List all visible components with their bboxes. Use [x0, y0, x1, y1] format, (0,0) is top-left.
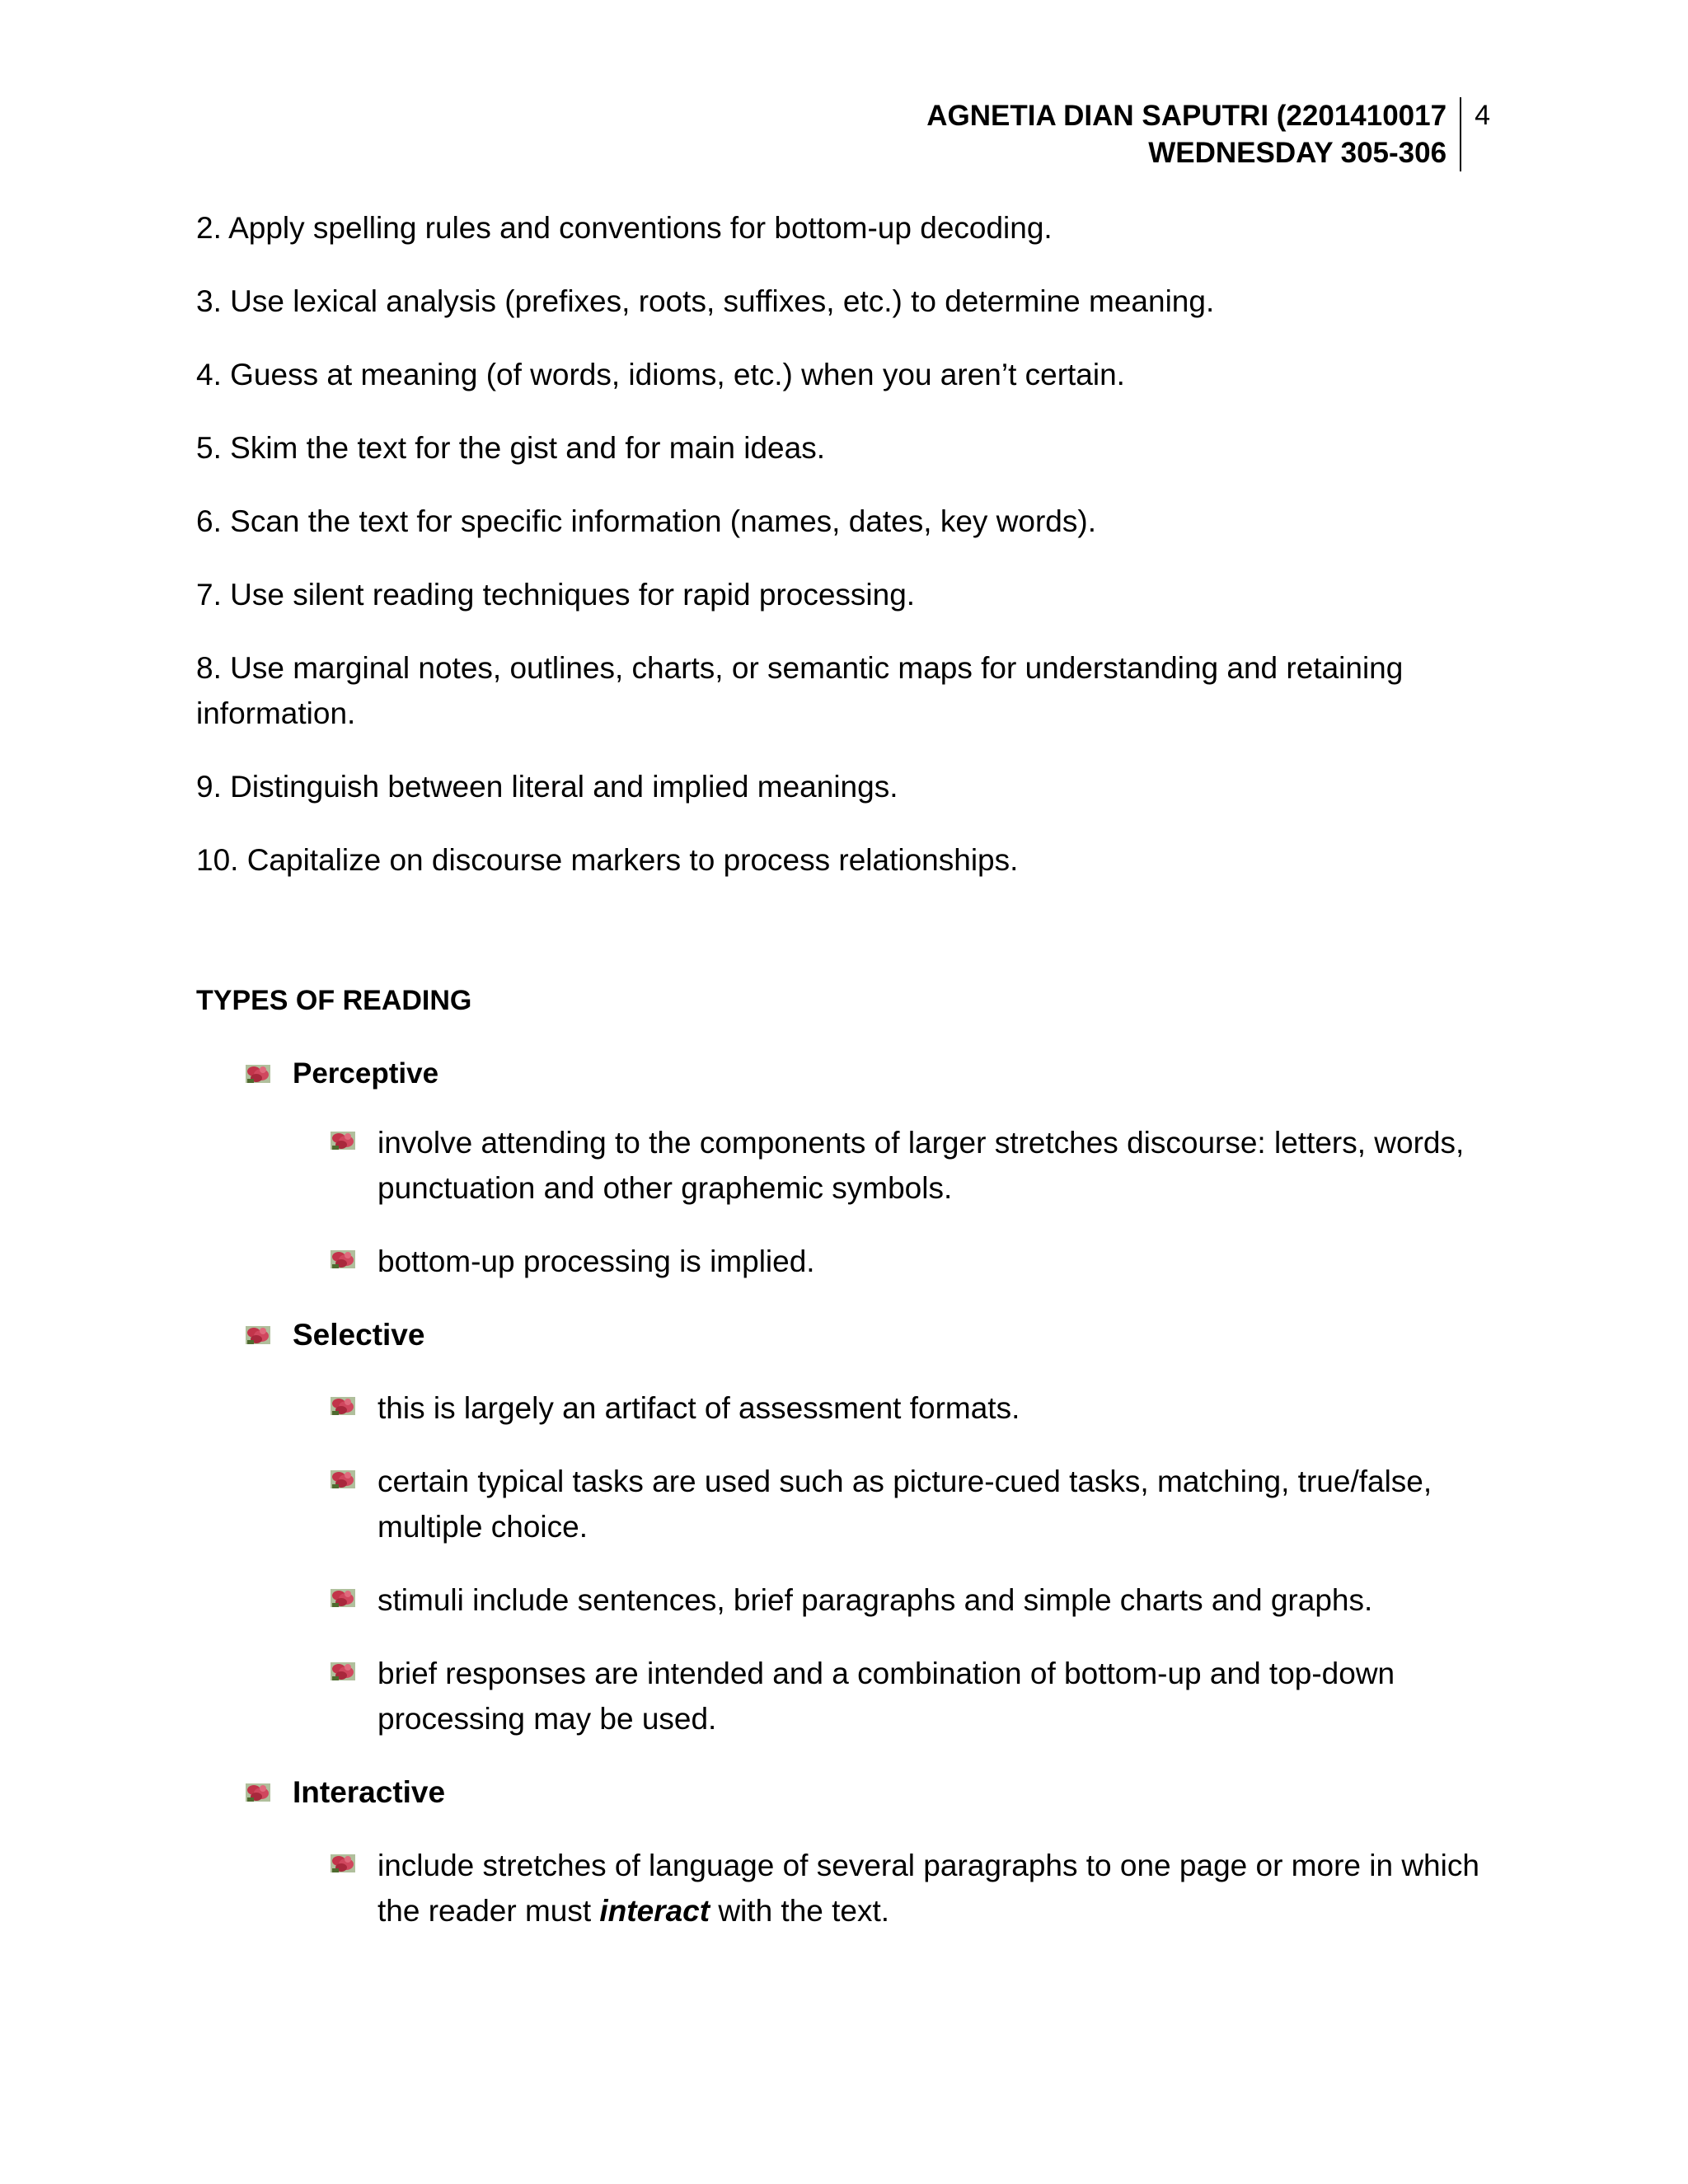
bullet-text: involve attending to the components of larger stretches discourse: letters, words, punctuation and other graphemic symbols. [377, 1126, 1465, 1205]
flower-bullet-icon [330, 1587, 356, 1609]
flower-bullet-icon [330, 1661, 356, 1682]
list-item: 5. Skim the text for the gist and for main ideas. [196, 431, 825, 465]
type-heading-selective [245, 1315, 424, 1356]
type-label: Interactive [293, 1775, 446, 1809]
header-author-block [926, 97, 1461, 171]
list-item [330, 1120, 1500, 1211]
list-item: 7. Use silent reading techniques for rapid processing. [196, 578, 916, 612]
list-item [330, 1239, 1500, 1284]
flower-bullet-icon [245, 1324, 271, 1346]
list-item: 6. Scan the text for specific information (names, dates, key words). [196, 504, 1096, 538]
bullet-text: brief responses are intended and a combination of bottom-up and top-down processing may be used. [377, 1657, 1395, 1736]
bullet-text-end: with the text. [710, 1894, 890, 1928]
page-header [926, 97, 1490, 171]
type-heading-interactive [245, 1772, 445, 1813]
section-title: TYPES OF READING [196, 985, 472, 1016]
list-item: 8. Use marginal notes, outlines, charts, or semantic maps for understanding and retaining information. [196, 651, 1404, 730]
flower-bullet-icon [330, 1395, 356, 1417]
list-item [330, 1385, 1500, 1431]
flower-bullet-icon [330, 1130, 356, 1151]
list-item [330, 1843, 1500, 1933]
bullet-text: stimuli include sentences, brief paragraphs and simple charts and graphs. [377, 1583, 1373, 1617]
bullet-text [377, 1843, 1500, 1933]
flower-bullet-icon [330, 1469, 356, 1490]
list-item: 10. Capitalize on discourse markers to process relationships. [196, 843, 1019, 877]
type-heading-perceptive [245, 1053, 438, 1094]
list-item: 9. Distinguish between literal and implied meanings. [196, 770, 898, 804]
strategy-list [196, 205, 1482, 911]
flower-bullet-icon [245, 1782, 271, 1803]
bullet-text: certain typical tasks are used such as picture-cued tasks, matching, true/false, multiple choice. [377, 1465, 1432, 1544]
list-item: 2. Apply spelling rules and conventions for bottom-up decoding. [196, 211, 1053, 245]
list-item: 4. Guess at meaning (of words, idioms, etc.) when you aren’t certain. [196, 358, 1125, 391]
flower-bullet-icon [330, 1853, 356, 1874]
bullet-text-start: include stretches of language of several paragraphs to one page or more in which the reader must [377, 1849, 1479, 1928]
list-item [330, 1651, 1500, 1741]
bullet-text: this is largely an artifact of assessment formats. [377, 1391, 1020, 1425]
list-item [330, 1577, 1500, 1623]
flower-bullet-icon [330, 1249, 356, 1270]
bullet-text: bottom-up processing is implied. [377, 1244, 815, 1278]
type-label: Perceptive [293, 1057, 439, 1090]
header-class: WEDNESDAY 305-306 [1148, 137, 1447, 169]
page-number: 4 [1475, 100, 1490, 131]
list-item [330, 1459, 1500, 1549]
type-label: Selective [293, 1318, 425, 1352]
header-author: AGNETIA DIAN SAPUTRI (2201410017 [926, 100, 1447, 132]
flower-bullet-icon [245, 1063, 271, 1085]
list-item: 3. Use lexical analysis (prefixes, roots, suffixes, etc.) to determine meaning. [196, 284, 1215, 318]
emphasis-word: interact [599, 1894, 710, 1928]
